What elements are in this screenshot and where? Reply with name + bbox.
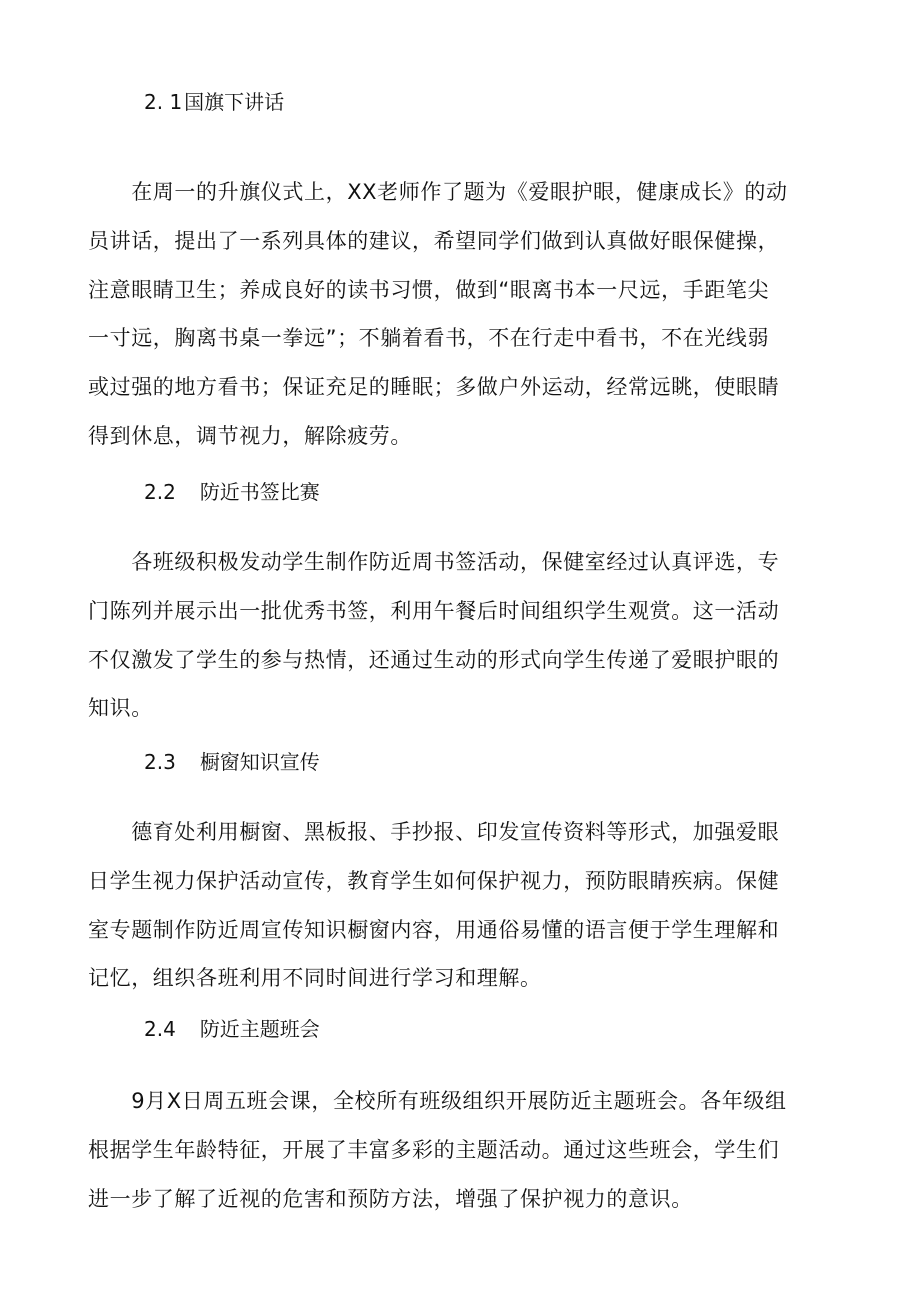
paragraph-line: 知识。 [88, 696, 153, 721]
paragraph-line: 员讲话，提出了一系列具体的建议，希望同学们做到认真做好眼保健操， [88, 228, 780, 253]
section-paragraph [88, 808, 832, 1003]
section-title: 防近主题班会 [199, 1017, 320, 1041]
section-heading [144, 748, 320, 776]
paragraph-line: 不仅激发了学生的参与热情，还通过生动的形式向学生传递了爱眼护眼的 [88, 647, 780, 672]
section-paragraph [88, 168, 832, 461]
section-title: 防近书签比赛 [199, 480, 320, 504]
paragraph-line: 德育处利用橱窗、黑板报、手抄报、印发宣传资料等形式，加强爱眼 [88, 820, 780, 844]
paragraph-line: 一寸远，胸离书桌一拳远”；不躺着看书，不在行走中看书，不在光线弱 [88, 326, 770, 351]
paragraph-line: 根据学生年龄特征，开展了丰富多彩的主题活动。通过这些班会，学生们 [88, 1137, 780, 1162]
paragraph-line: 各班级积极发动学生制作防近周书签活动，保健室经过认真评选，专 [88, 550, 780, 574]
paragraph-line: 室专题制作防近周宣传知识橱窗内容，用通俗易懂的语言便于学生理解和 [88, 917, 780, 942]
section-heading [144, 478, 320, 506]
paragraph-line: 注意眼睛卫生；养成良好的读书习惯，做到“眼离书本一尺远，手距笔尖 [88, 277, 770, 302]
section-heading [144, 88, 284, 116]
section-number: 2.2 [144, 480, 176, 504]
section-number: 2.4 [144, 1017, 176, 1041]
paragraph-line: 在周一的升旗仪式上，XX老师作了题为《爱眼护眼，健康成长》的动 [88, 180, 788, 204]
section-number: 2. 1 [144, 90, 183, 114]
paragraph-line: 记忆，组织各班利用不同时间进行学习和理解。 [88, 966, 542, 991]
section-title: 橱窗知识宣传 [199, 750, 320, 774]
paragraph-line: 日学生视力保护活动宣传，教育学生如何保护视力，预防眼睛疾病。保健 [88, 868, 780, 893]
section-heading [144, 1015, 320, 1043]
paragraph-line: 进一步了解了近视的危害和预防方法，增强了保护视力的意识。 [88, 1186, 693, 1211]
section-number: 2.3 [144, 750, 176, 774]
paragraph-line: 9月X日周五班会课，全校所有班级组织开展防近主题班会。各年级组 [88, 1089, 787, 1113]
section-paragraph [88, 538, 832, 733]
paragraph-line: 得到休息，调节视力，解除疲劳。 [88, 423, 412, 448]
section-title: 国旗下讲话 [184, 90, 285, 114]
section-paragraph [88, 1077, 832, 1223]
paragraph-line: 门陈列并展示出一批优秀书签，利用午餐后时间组织学生观赏。这一活动 [88, 598, 780, 623]
paragraph-line: 或过强的地方看书；保证充足的睡眠；多做户外运动，经常远眺，使眼睛 [88, 375, 780, 400]
